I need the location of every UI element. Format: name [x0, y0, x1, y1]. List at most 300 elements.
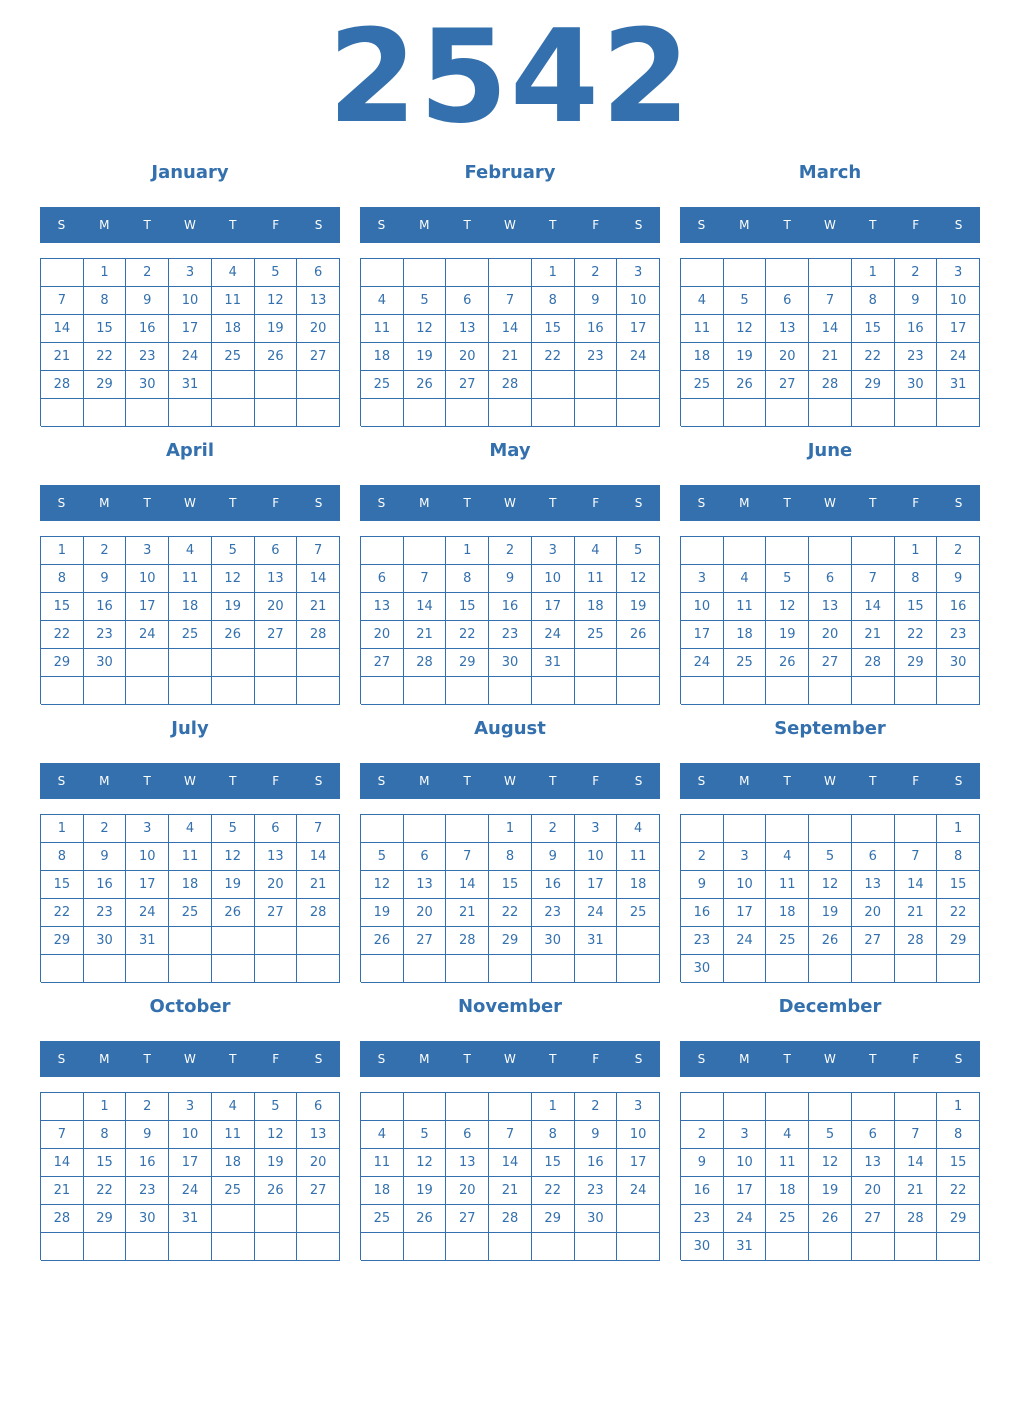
day-cell: 19	[212, 593, 255, 621]
month-name: July	[171, 718, 209, 739]
weekday-label: T	[549, 774, 557, 788]
day-cell: 6	[852, 1121, 895, 1149]
weekday-label: S	[954, 218, 963, 232]
day-cell: 24	[617, 1177, 660, 1205]
weekday-label: S	[697, 774, 706, 788]
empty-day-cell	[852, 1093, 895, 1121]
day-cell: 5	[361, 843, 404, 871]
day-cell: 29	[41, 649, 84, 677]
day-cell: 20	[809, 621, 852, 649]
empty-day-cell	[575, 677, 618, 705]
day-cell: 30	[489, 649, 532, 677]
day-cell: 7	[297, 815, 340, 843]
empty-day-cell	[809, 399, 852, 427]
weekday-label: W	[824, 218, 836, 232]
weekday-label: W	[184, 218, 196, 232]
day-cell: 10	[724, 1149, 767, 1177]
day-cell: 23	[681, 1205, 724, 1233]
empty-day-cell	[84, 1233, 127, 1261]
day-cell: 27	[297, 1177, 340, 1205]
weekday-label: F	[592, 218, 600, 232]
day-cell: 2	[84, 537, 127, 565]
day-cell: 18	[361, 1177, 404, 1205]
day-cell: 4	[361, 1121, 404, 1149]
day-cell: 5	[212, 815, 255, 843]
weekday-label: M	[739, 774, 750, 788]
day-cell: 14	[489, 315, 532, 343]
empty-day-cell	[724, 955, 767, 983]
day-cell: 19	[404, 1177, 447, 1205]
empty-day-cell	[361, 537, 404, 565]
day-cell: 23	[126, 343, 169, 371]
day-cell: 19	[361, 899, 404, 927]
day-cell: 11	[212, 287, 255, 315]
day-cell: 22	[937, 899, 980, 927]
weekday-label: S	[954, 774, 963, 788]
day-cell: 26	[212, 899, 255, 927]
month-september	[680, 706, 980, 984]
weekday-label: S	[314, 1052, 323, 1066]
day-cell: 11	[724, 593, 767, 621]
weekday-label: S	[57, 496, 66, 510]
empty-day-cell	[937, 955, 980, 983]
day-cell: 4	[169, 815, 212, 843]
day-cell: 8	[41, 843, 84, 871]
day-cell: 31	[532, 649, 575, 677]
month-name: December	[778, 996, 882, 1017]
empty-day-cell	[212, 1233, 255, 1261]
day-cell: 21	[404, 621, 447, 649]
empty-day-cell	[852, 537, 895, 565]
empty-day-cell	[575, 649, 618, 677]
day-cell: 25	[169, 621, 212, 649]
day-cell: 2	[895, 259, 938, 287]
empty-day-cell	[84, 677, 127, 705]
day-cell: 29	[489, 927, 532, 955]
day-cell: 13	[766, 315, 809, 343]
empty-day-cell	[297, 955, 340, 983]
day-cell: 11	[681, 315, 724, 343]
day-cell: 3	[724, 843, 767, 871]
day-cell: 20	[361, 621, 404, 649]
day-cell: 29	[852, 371, 895, 399]
day-cell: 16	[84, 871, 127, 899]
day-cell: 8	[489, 843, 532, 871]
weekday-header	[680, 485, 980, 521]
day-cell: 28	[404, 649, 447, 677]
day-cell: 30	[937, 649, 980, 677]
weekday-label: S	[377, 1052, 386, 1066]
day-cell: 27	[255, 899, 298, 927]
day-cell: 24	[937, 343, 980, 371]
day-cell: 29	[937, 1205, 980, 1233]
weekday-label: T	[463, 496, 471, 510]
day-cell: 24	[724, 927, 767, 955]
day-cell: 22	[852, 343, 895, 371]
day-cell: 16	[84, 593, 127, 621]
day-cell: 16	[489, 593, 532, 621]
empty-day-cell	[575, 399, 618, 427]
day-cell: 18	[361, 343, 404, 371]
empty-day-cell	[169, 955, 212, 983]
weekday-label: T	[143, 774, 151, 788]
weekday-label: S	[377, 496, 386, 510]
empty-day-cell	[255, 955, 298, 983]
day-cell: 14	[489, 1149, 532, 1177]
weekday-label: M	[99, 1052, 110, 1066]
empty-day-cell	[895, 815, 938, 843]
day-cell: 16	[532, 871, 575, 899]
day-cell: 6	[446, 287, 489, 315]
empty-day-cell	[724, 537, 767, 565]
month-name: January	[151, 162, 229, 183]
empty-day-cell	[617, 371, 660, 399]
day-cell: 13	[446, 1149, 489, 1177]
empty-day-cell	[489, 399, 532, 427]
day-cell: 23	[489, 621, 532, 649]
day-cell: 1	[41, 815, 84, 843]
day-cell: 31	[126, 927, 169, 955]
year-title: 2542	[327, 3, 693, 152]
weekday-label: W	[824, 774, 836, 788]
day-cell: 20	[255, 871, 298, 899]
day-cell: 26	[404, 1205, 447, 1233]
day-cell: 9	[532, 843, 575, 871]
day-cell: 13	[297, 1121, 340, 1149]
day-cell: 18	[169, 593, 212, 621]
empty-day-cell	[489, 677, 532, 705]
day-cell: 12	[361, 871, 404, 899]
day-cell: 2	[681, 843, 724, 871]
empty-day-cell	[297, 1205, 340, 1233]
weekday-label: T	[549, 218, 557, 232]
month-name: February	[464, 162, 556, 183]
day-cell: 15	[937, 1149, 980, 1177]
day-cell: 11	[766, 871, 809, 899]
day-cell: 24	[169, 1177, 212, 1205]
empty-day-cell	[681, 537, 724, 565]
day-cell: 5	[404, 1121, 447, 1149]
day-cell: 5	[255, 1093, 298, 1121]
weekday-label: F	[272, 496, 280, 510]
month-may	[360, 428, 660, 706]
month-july	[40, 706, 340, 984]
day-cell: 20	[852, 1177, 895, 1205]
day-cell: 11	[575, 565, 618, 593]
day-cell: 2	[126, 1093, 169, 1121]
day-cell: 24	[617, 343, 660, 371]
day-cell: 31	[724, 1233, 767, 1261]
day-grid	[40, 536, 340, 704]
empty-day-cell	[361, 1233, 404, 1261]
empty-day-cell	[895, 399, 938, 427]
day-cell: 4	[575, 537, 618, 565]
day-cell: 10	[724, 871, 767, 899]
weekday-label: F	[912, 496, 920, 510]
day-cell: 25	[212, 343, 255, 371]
empty-day-cell	[852, 815, 895, 843]
empty-day-cell	[404, 1233, 447, 1261]
day-cell: 8	[446, 565, 489, 593]
day-cell: 14	[895, 871, 938, 899]
empty-day-cell	[255, 927, 298, 955]
day-cell: 26	[361, 927, 404, 955]
day-cell: 2	[532, 815, 575, 843]
day-cell: 24	[681, 649, 724, 677]
day-cell: 28	[446, 927, 489, 955]
day-cell: 4	[169, 537, 212, 565]
day-cell: 6	[766, 287, 809, 315]
weekday-label: W	[824, 496, 836, 510]
day-cell: 7	[895, 1121, 938, 1149]
day-cell: 15	[532, 315, 575, 343]
weekday-label: M	[419, 774, 430, 788]
weekday-label: W	[184, 496, 196, 510]
day-cell: 23	[84, 621, 127, 649]
empty-day-cell	[255, 1233, 298, 1261]
day-cell: 12	[766, 593, 809, 621]
weekday-label: S	[314, 218, 323, 232]
day-cell: 11	[169, 565, 212, 593]
day-cell: 6	[255, 815, 298, 843]
day-cell: 10	[126, 843, 169, 871]
empty-day-cell	[575, 955, 618, 983]
empty-day-cell	[724, 259, 767, 287]
empty-day-cell	[575, 1233, 618, 1261]
day-cell: 14	[404, 593, 447, 621]
day-cell: 1	[41, 537, 84, 565]
day-cell: 6	[852, 843, 895, 871]
weekday-header	[680, 763, 980, 799]
month-august	[360, 706, 660, 984]
weekday-label: S	[697, 496, 706, 510]
day-cell: 22	[937, 1177, 980, 1205]
empty-day-cell	[126, 1233, 169, 1261]
weekday-label: S	[634, 496, 643, 510]
day-cell: 9	[84, 843, 127, 871]
weekday-label: S	[634, 774, 643, 788]
day-cell: 21	[895, 899, 938, 927]
day-cell: 20	[297, 315, 340, 343]
weekday-label: F	[912, 218, 920, 232]
day-cell: 20	[255, 593, 298, 621]
day-cell: 26	[809, 1205, 852, 1233]
weekday-label: T	[783, 1052, 791, 1066]
day-cell: 28	[489, 371, 532, 399]
weekday-header	[680, 1041, 980, 1077]
weekday-header	[360, 763, 660, 799]
day-cell: 25	[766, 927, 809, 955]
day-cell: 3	[126, 537, 169, 565]
day-cell: 16	[937, 593, 980, 621]
weekday-label: W	[824, 1052, 836, 1066]
day-cell: 28	[809, 371, 852, 399]
day-cell: 18	[681, 343, 724, 371]
day-cell: 26	[404, 371, 447, 399]
day-cell: 29	[446, 649, 489, 677]
day-cell: 17	[724, 899, 767, 927]
empty-day-cell	[255, 399, 298, 427]
day-cell: 15	[937, 871, 980, 899]
weekday-label: M	[99, 496, 110, 510]
day-cell: 6	[404, 843, 447, 871]
day-cell: 21	[895, 1177, 938, 1205]
empty-day-cell	[361, 955, 404, 983]
day-cell: 12	[255, 1121, 298, 1149]
day-cell: 29	[937, 927, 980, 955]
weekday-label: T	[549, 1052, 557, 1066]
empty-day-cell	[724, 677, 767, 705]
day-cell: 15	[41, 871, 84, 899]
day-cell: 18	[169, 871, 212, 899]
weekday-label: F	[592, 496, 600, 510]
day-cell: 19	[255, 315, 298, 343]
day-cell: 31	[937, 371, 980, 399]
weekday-label: W	[504, 774, 516, 788]
empty-day-cell	[852, 955, 895, 983]
empty-day-cell	[404, 399, 447, 427]
day-cell: 9	[575, 287, 618, 315]
month-june	[680, 428, 980, 706]
empty-day-cell	[489, 1093, 532, 1121]
day-cell: 22	[41, 621, 84, 649]
empty-day-cell	[575, 371, 618, 399]
day-cell: 26	[809, 927, 852, 955]
day-cell: 10	[126, 565, 169, 593]
day-cell: 3	[126, 815, 169, 843]
day-cell: 6	[361, 565, 404, 593]
weekday-label: S	[697, 218, 706, 232]
day-cell: 24	[724, 1205, 767, 1233]
day-cell: 23	[895, 343, 938, 371]
day-cell: 27	[404, 927, 447, 955]
weekday-header	[360, 207, 660, 243]
day-cell: 27	[446, 1205, 489, 1233]
day-cell: 4	[361, 287, 404, 315]
month-name: April	[165, 440, 215, 461]
day-cell: 11	[212, 1121, 255, 1149]
weekday-label: M	[419, 1052, 430, 1066]
day-cell: 14	[446, 871, 489, 899]
day-cell: 5	[809, 1121, 852, 1149]
day-cell: 28	[489, 1205, 532, 1233]
empty-day-cell	[895, 955, 938, 983]
day-cell: 29	[84, 371, 127, 399]
day-cell: 4	[766, 1121, 809, 1149]
day-grid	[360, 536, 660, 704]
day-cell: 3	[575, 815, 618, 843]
day-cell: 18	[212, 315, 255, 343]
empty-day-cell	[617, 927, 660, 955]
month-april	[40, 428, 340, 706]
day-cell: 12	[617, 565, 660, 593]
day-cell: 29	[41, 927, 84, 955]
empty-day-cell	[255, 1205, 298, 1233]
day-cell: 9	[937, 565, 980, 593]
weekday-label: S	[697, 1052, 706, 1066]
day-cell: 23	[84, 899, 127, 927]
empty-day-cell	[766, 259, 809, 287]
day-cell: 23	[532, 899, 575, 927]
day-cell: 25	[169, 899, 212, 927]
month-name: June	[807, 440, 853, 461]
day-cell: 21	[297, 593, 340, 621]
day-cell: 1	[446, 537, 489, 565]
day-cell: 24	[575, 899, 618, 927]
day-cell: 6	[297, 259, 340, 287]
day-cell: 26	[617, 621, 660, 649]
day-cell: 13	[446, 315, 489, 343]
empty-day-cell	[212, 1205, 255, 1233]
day-cell: 21	[809, 343, 852, 371]
day-cell: 16	[575, 315, 618, 343]
empty-day-cell	[212, 955, 255, 983]
day-cell: 25	[212, 1177, 255, 1205]
day-cell: 30	[532, 927, 575, 955]
day-grid	[360, 814, 660, 982]
day-cell: 18	[724, 621, 767, 649]
empty-day-cell	[681, 815, 724, 843]
day-cell: 23	[126, 1177, 169, 1205]
day-cell: 23	[681, 927, 724, 955]
day-cell: 14	[852, 593, 895, 621]
empty-day-cell	[809, 537, 852, 565]
empty-day-cell	[404, 537, 447, 565]
weekday-label: M	[419, 218, 430, 232]
day-cell: 17	[617, 315, 660, 343]
empty-day-cell	[212, 649, 255, 677]
day-cell: 8	[895, 565, 938, 593]
day-cell: 3	[937, 259, 980, 287]
day-cell: 25	[361, 1205, 404, 1233]
day-cell: 21	[489, 343, 532, 371]
empty-day-cell	[361, 259, 404, 287]
weekday-label: S	[314, 774, 323, 788]
empty-day-cell	[41, 677, 84, 705]
weekday-label: F	[592, 1052, 600, 1066]
day-cell: 22	[489, 899, 532, 927]
weekday-label: T	[463, 1052, 471, 1066]
empty-day-cell	[41, 399, 84, 427]
day-cell: 31	[169, 1205, 212, 1233]
day-cell: 22	[532, 343, 575, 371]
day-grid	[680, 258, 980, 426]
day-cell: 13	[361, 593, 404, 621]
day-cell: 11	[766, 1149, 809, 1177]
day-grid	[40, 1092, 340, 1260]
day-cell: 12	[212, 565, 255, 593]
day-cell: 6	[446, 1121, 489, 1149]
day-cell: 2	[937, 537, 980, 565]
day-cell: 3	[724, 1121, 767, 1149]
day-grid	[360, 258, 660, 426]
day-cell: 28	[895, 1205, 938, 1233]
empty-day-cell	[404, 955, 447, 983]
weekday-label: S	[954, 496, 963, 510]
empty-day-cell	[766, 399, 809, 427]
weekday-label: S	[377, 774, 386, 788]
weekday-label: T	[869, 496, 877, 510]
empty-day-cell	[297, 371, 340, 399]
day-cell: 7	[446, 843, 489, 871]
day-cell: 17	[169, 1149, 212, 1177]
empty-day-cell	[404, 1093, 447, 1121]
empty-day-cell	[212, 399, 255, 427]
weekday-header	[40, 207, 340, 243]
day-cell: 28	[41, 1205, 84, 1233]
day-cell: 28	[297, 621, 340, 649]
empty-day-cell	[255, 371, 298, 399]
